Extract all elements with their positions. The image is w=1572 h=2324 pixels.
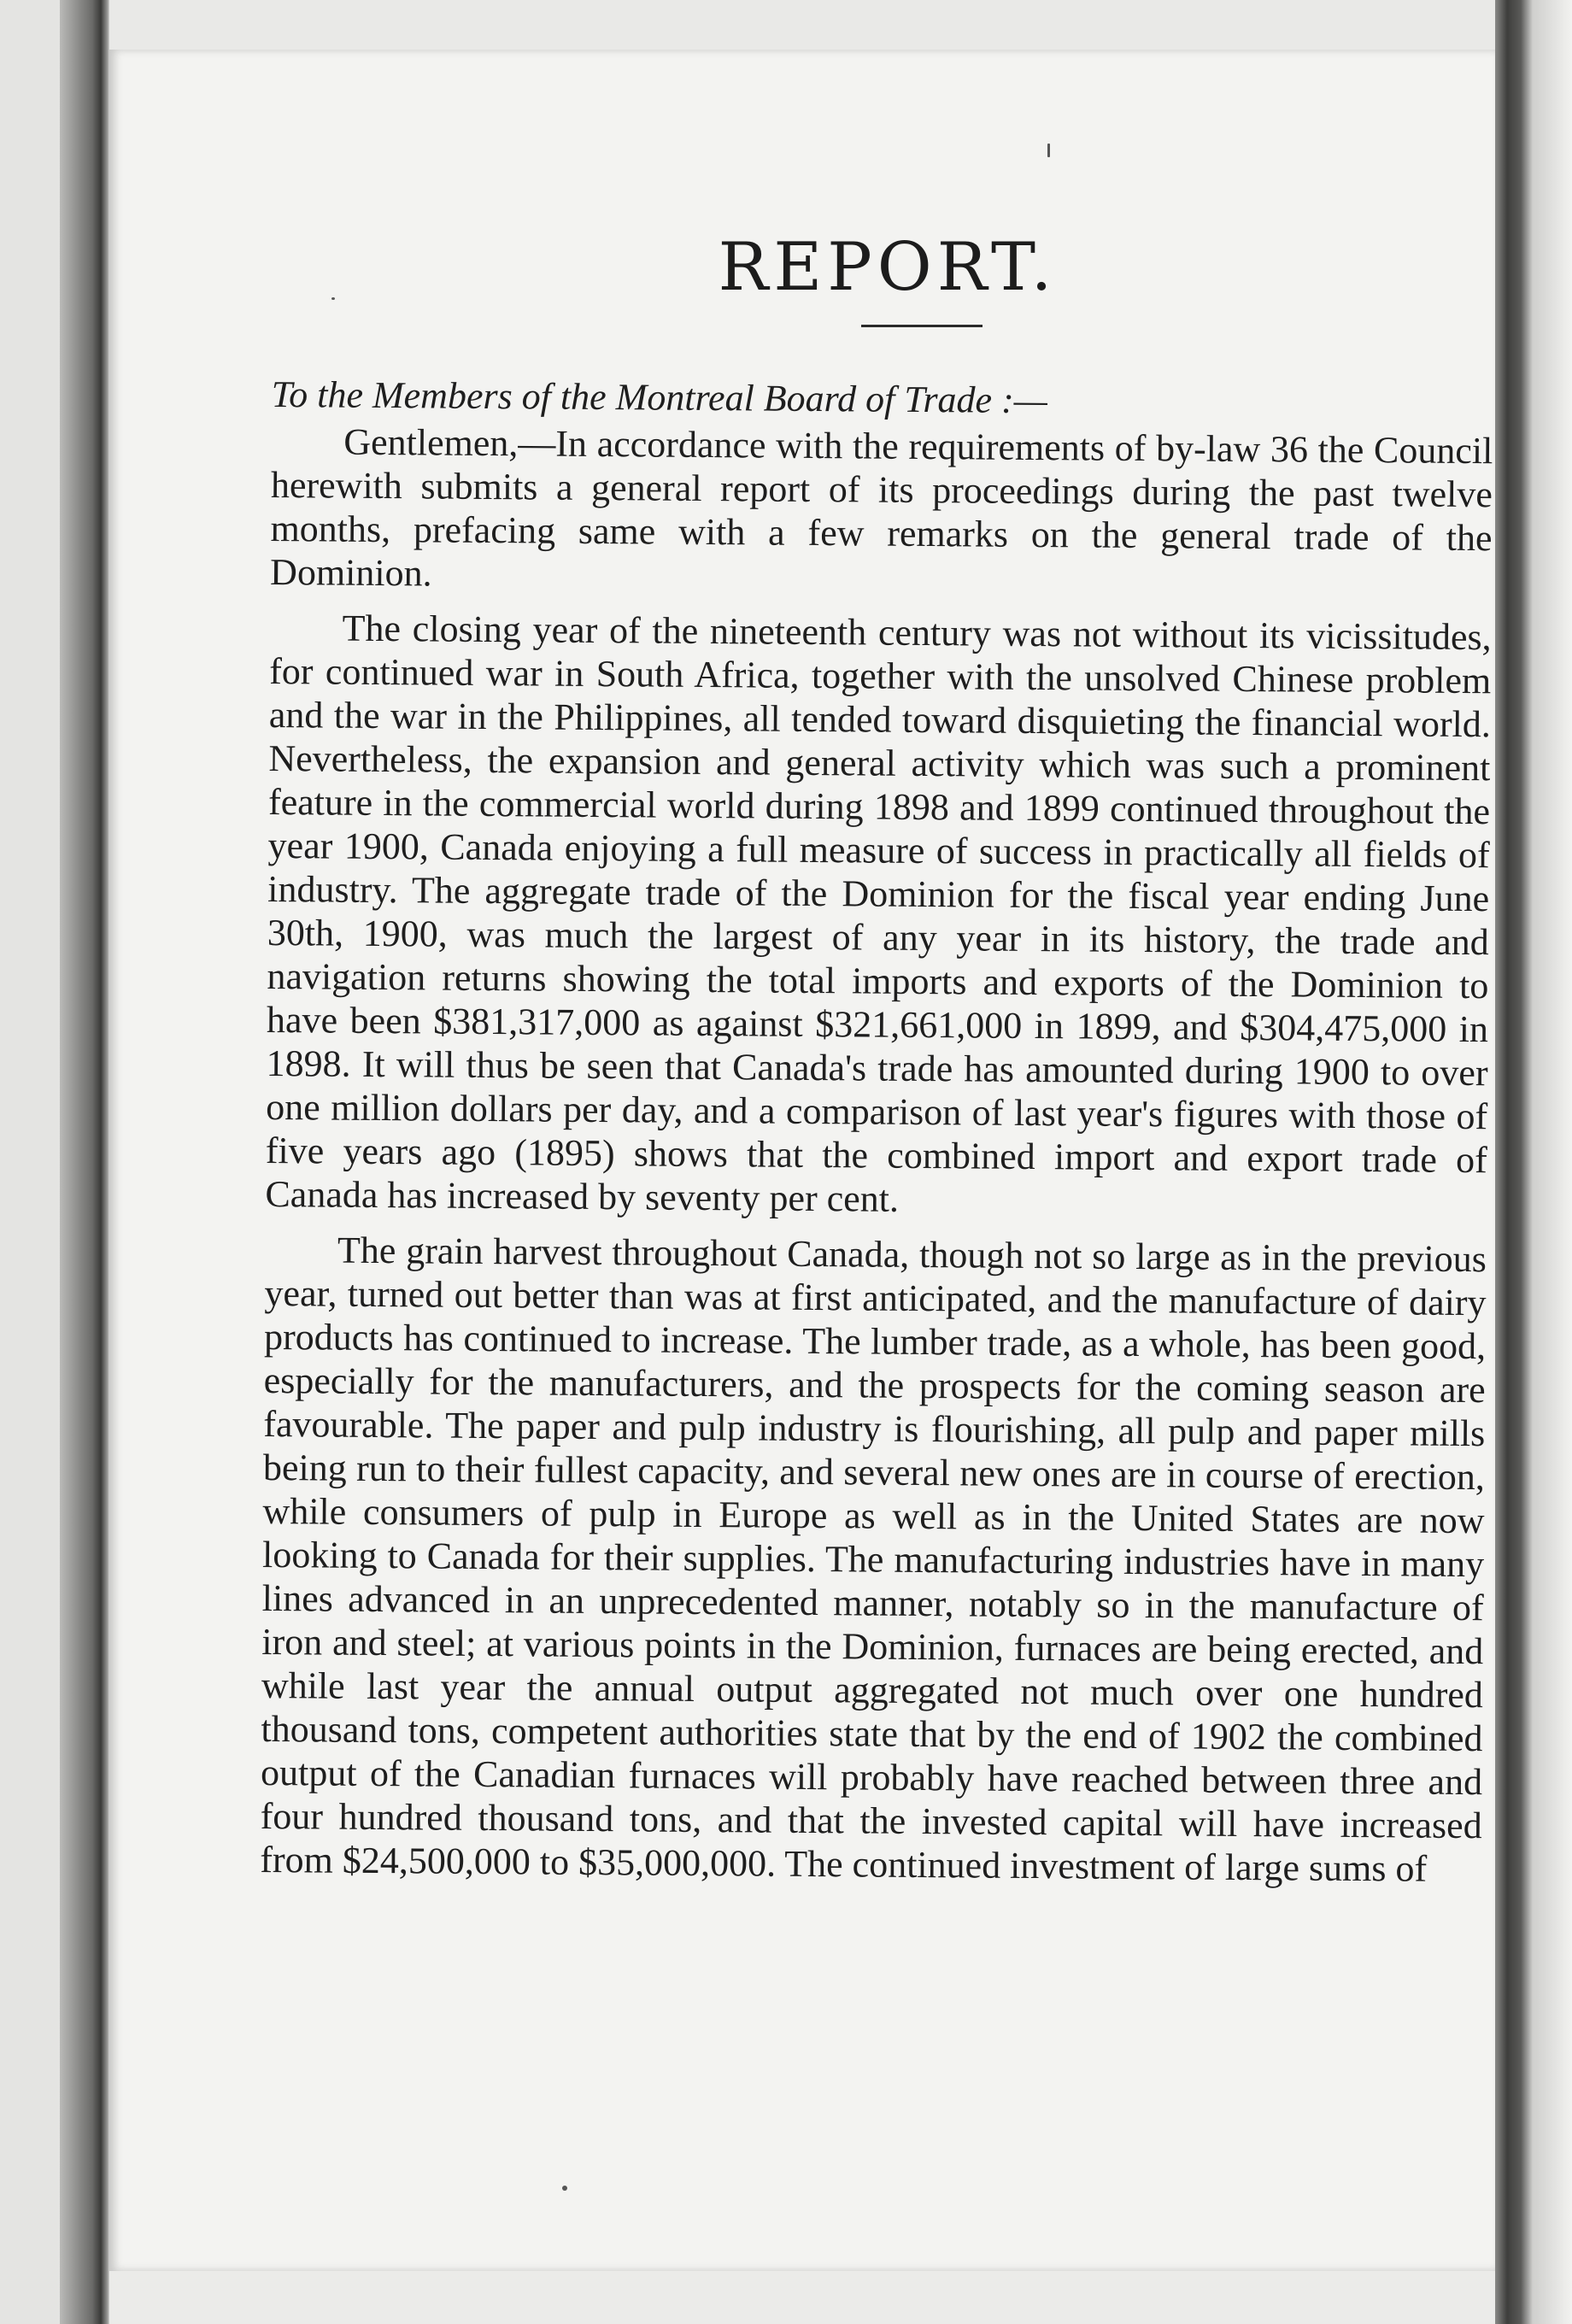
- paragraph: The closing year of the nineteenth century was not without its vicissitudes, for continued war in South Africa, together with the unsolved Chinese problem and the war in the Philippines, all tended toward disquieting the financial world. Nevertheless, the expansion and general activity which was such a prominent feature in the commercial world during 1898 and 1899 continued throughout the year 1900, Canada enjoying a full measure of success in practically all fields of industry. The aggregate trade of the Dominion for the fiscal year ending June 30th, 1900, was much the largest of any year in its history, the trade and navigation returns showing the total imports and exports of the Dominion to have been $381,317,000 as against $321,661,000 in 1899, and $304,475,000 in 1898. It will thus be seen that Canada's trade has amounted during 1900 to over one million dollars per day, and a comparison of last year's figures with those of five years ago (1895) shows that the combined import and export trade of Canada has increased by seventy per cent.: [265, 607, 1492, 1220]
- title-rule: [861, 325, 982, 327]
- bottom-margin: [109, 2271, 1495, 2324]
- top-margin: [109, 0, 1495, 50]
- facing-page-edge: [0, 0, 60, 2324]
- left-binding-edge: [0, 0, 109, 2324]
- paragraph: The grain harvest throughout Canada, though not so large as in the previous year, turned out better than was at first anticipated, and the manufacture of dairy products has continued to increase. The lumber trade, as a whole, has been good, especially for the manufacturers, and the prospects for the coming season are favourable. The paper and pulp industry is flourishing, all pulp and paper mills being run to their fullest capacity, and several new ones are in course of erection, while consumers of pulp in Europe as well as in the United States are now looking to Canada for their supplies. The manufacturing industries have in many lines advanced in an unprecedented manner, notably so in the manufacture of iron and steel; at various points in the Dominion, furnaces are being erected, and while last year the annual output aggregated not much over one hundred thousand tons, competent authorities state that by the end of 1902 the combined output of the Canadian furnaces will probably have reached between three and four hundred thousand tons, and that the invested capital will have increased from $24,500,000 to $35,000,000. The continued investment of large sums of: [260, 1229, 1487, 1890]
- paragraph: Gentlemen,—In accordance with the requirements of by-law 36 the Council herewith submits a general report of its proceedings during the past twelve months, prefacing same with a few remarks on the general trade of the Dominion.: [269, 420, 1493, 595]
- report-body: [260, 373, 1493, 1903]
- ink-speck: [1047, 144, 1050, 157]
- right-page-block-edge: [1495, 0, 1572, 2324]
- book-page: [109, 50, 1495, 2271]
- ink-speck: [562, 2186, 567, 2191]
- page-title: REPORT.: [718, 229, 1058, 306]
- salutation: To the Members of the Montreal Board of Trade :—: [271, 373, 1048, 422]
